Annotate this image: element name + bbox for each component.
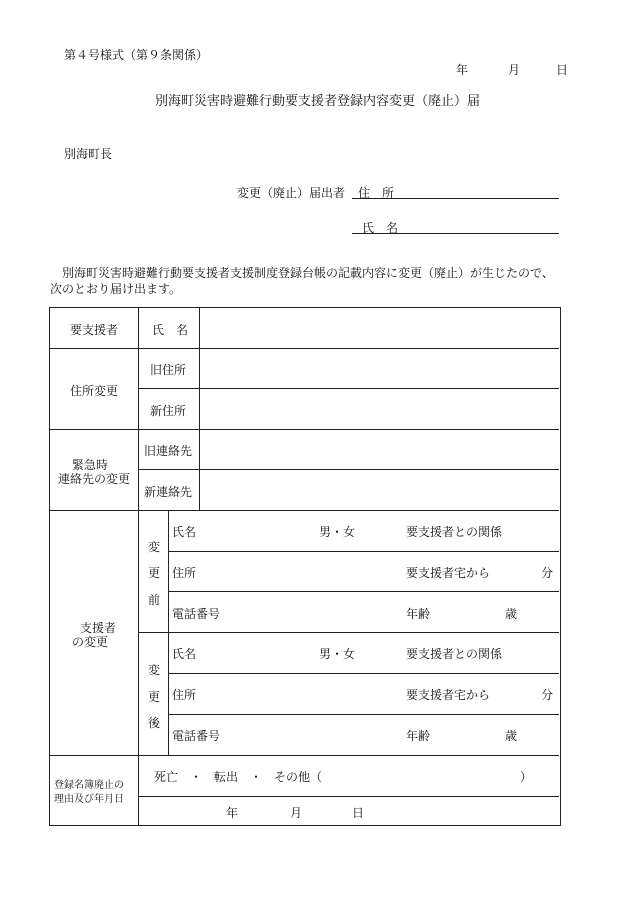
after-phone-label: 電話番号 — [172, 729, 221, 743]
new-address-field[interactable] — [200, 389, 558, 429]
row-line — [49, 510, 559, 511]
supporter-label-2: の変更 — [72, 635, 109, 649]
form-number: 第４号様式（第９条関係） — [64, 48, 209, 62]
date-day-label: 日 — [556, 63, 569, 77]
new-address-label: 新住所 — [150, 404, 187, 418]
row-line — [49, 755, 559, 756]
person-name-label: 氏 名 — [152, 323, 189, 337]
applicant-address-line[interactable] — [352, 198, 559, 199]
before-from-home-label: 要支援者宅から — [406, 566, 491, 580]
after-name-label: 氏名 — [172, 647, 197, 661]
reason-label-1: 登録名簿廃止の — [54, 780, 124, 791]
emergency-label-1: 緊急時 — [72, 458, 109, 472]
reason-date-month: 月 — [290, 806, 303, 820]
before-minutes-label: 分 — [541, 566, 554, 580]
row-line — [168, 673, 559, 674]
row-line — [168, 551, 559, 552]
after-char-3: 後 — [148, 716, 161, 730]
person-label: 要支援者 — [70, 323, 119, 337]
address-change-label: 住所変更 — [70, 384, 119, 398]
applicant-name-line[interactable] — [352, 233, 559, 234]
reason-close-paren: ） — [520, 770, 533, 784]
row-line — [138, 796, 559, 797]
date-month-label: 月 — [508, 63, 521, 77]
before-char-3: 前 — [148, 593, 161, 607]
after-from-home-label: 要支援者宅から — [406, 688, 491, 702]
before-age-unit: 歳 — [505, 607, 518, 621]
applicant-address-label: 住 所 — [358, 186, 395, 200]
col-divider-1 — [138, 307, 139, 825]
old-contact-label: 旧連絡先 — [144, 444, 193, 458]
new-contact-field[interactable] — [200, 470, 558, 510]
new-contact-label: 新連絡先 — [144, 485, 193, 499]
after-char-2: 更 — [148, 690, 161, 704]
row-line — [168, 591, 559, 592]
person-name-field[interactable] — [200, 308, 558, 348]
old-address-label: 旧住所 — [150, 363, 187, 377]
after-age-label: 年齢 — [406, 729, 431, 743]
reason-options[interactable]: 死亡 ・ 転出 ・ その他（ — [154, 770, 323, 784]
reason-label-2: 理由及び年月日 — [54, 794, 124, 805]
supporter-label-1: 支援者 — [80, 621, 117, 635]
after-minutes-label: 分 — [541, 688, 554, 702]
intro-line2: 次のとおり届け出ます。 — [50, 282, 182, 296]
after-relation-label: 要支援者との関係 — [406, 647, 503, 661]
before-name-label: 氏名 — [172, 525, 197, 539]
old-address-field[interactable] — [200, 349, 558, 388]
before-char-2: 更 — [148, 566, 161, 580]
document-title: 別海町災害時避難行動要支援者登録内容変更（廃止）届 — [155, 94, 481, 109]
before-address-label: 住所 — [172, 566, 197, 580]
reason-date-day: 日 — [352, 806, 365, 820]
after-gender-select[interactable]: 男・女 — [319, 647, 356, 661]
before-age-label: 年齢 — [406, 607, 431, 621]
row-line — [138, 632, 559, 633]
emergency-label-2: 連絡先の変更 — [58, 472, 131, 486]
before-char-1: 変 — [148, 540, 161, 554]
date-year-label: 年 — [456, 63, 469, 77]
old-contact-field[interactable] — [200, 430, 558, 469]
before-relation-label: 要支援者との関係 — [406, 525, 503, 539]
addressee: 別海町長 — [64, 147, 113, 161]
reason-date-year: 年 — [226, 806, 239, 820]
before-phone-label: 電話番号 — [172, 607, 221, 621]
intro-line1: 別海町災害時避難行動要支援者支援制度登録台帳の記載内容に変更（廃止）が生じたので、 — [62, 266, 554, 280]
after-age-unit: 歳 — [505, 729, 518, 743]
after-char-1: 変 — [148, 663, 161, 677]
row-line — [168, 714, 559, 715]
before-gender-select[interactable]: 男・女 — [319, 525, 356, 539]
applicant-label: 変更（廃止）届出者 — [237, 186, 346, 200]
applicant-name-label: 氏 名 — [362, 221, 399, 235]
after-address-label: 住所 — [172, 688, 197, 702]
